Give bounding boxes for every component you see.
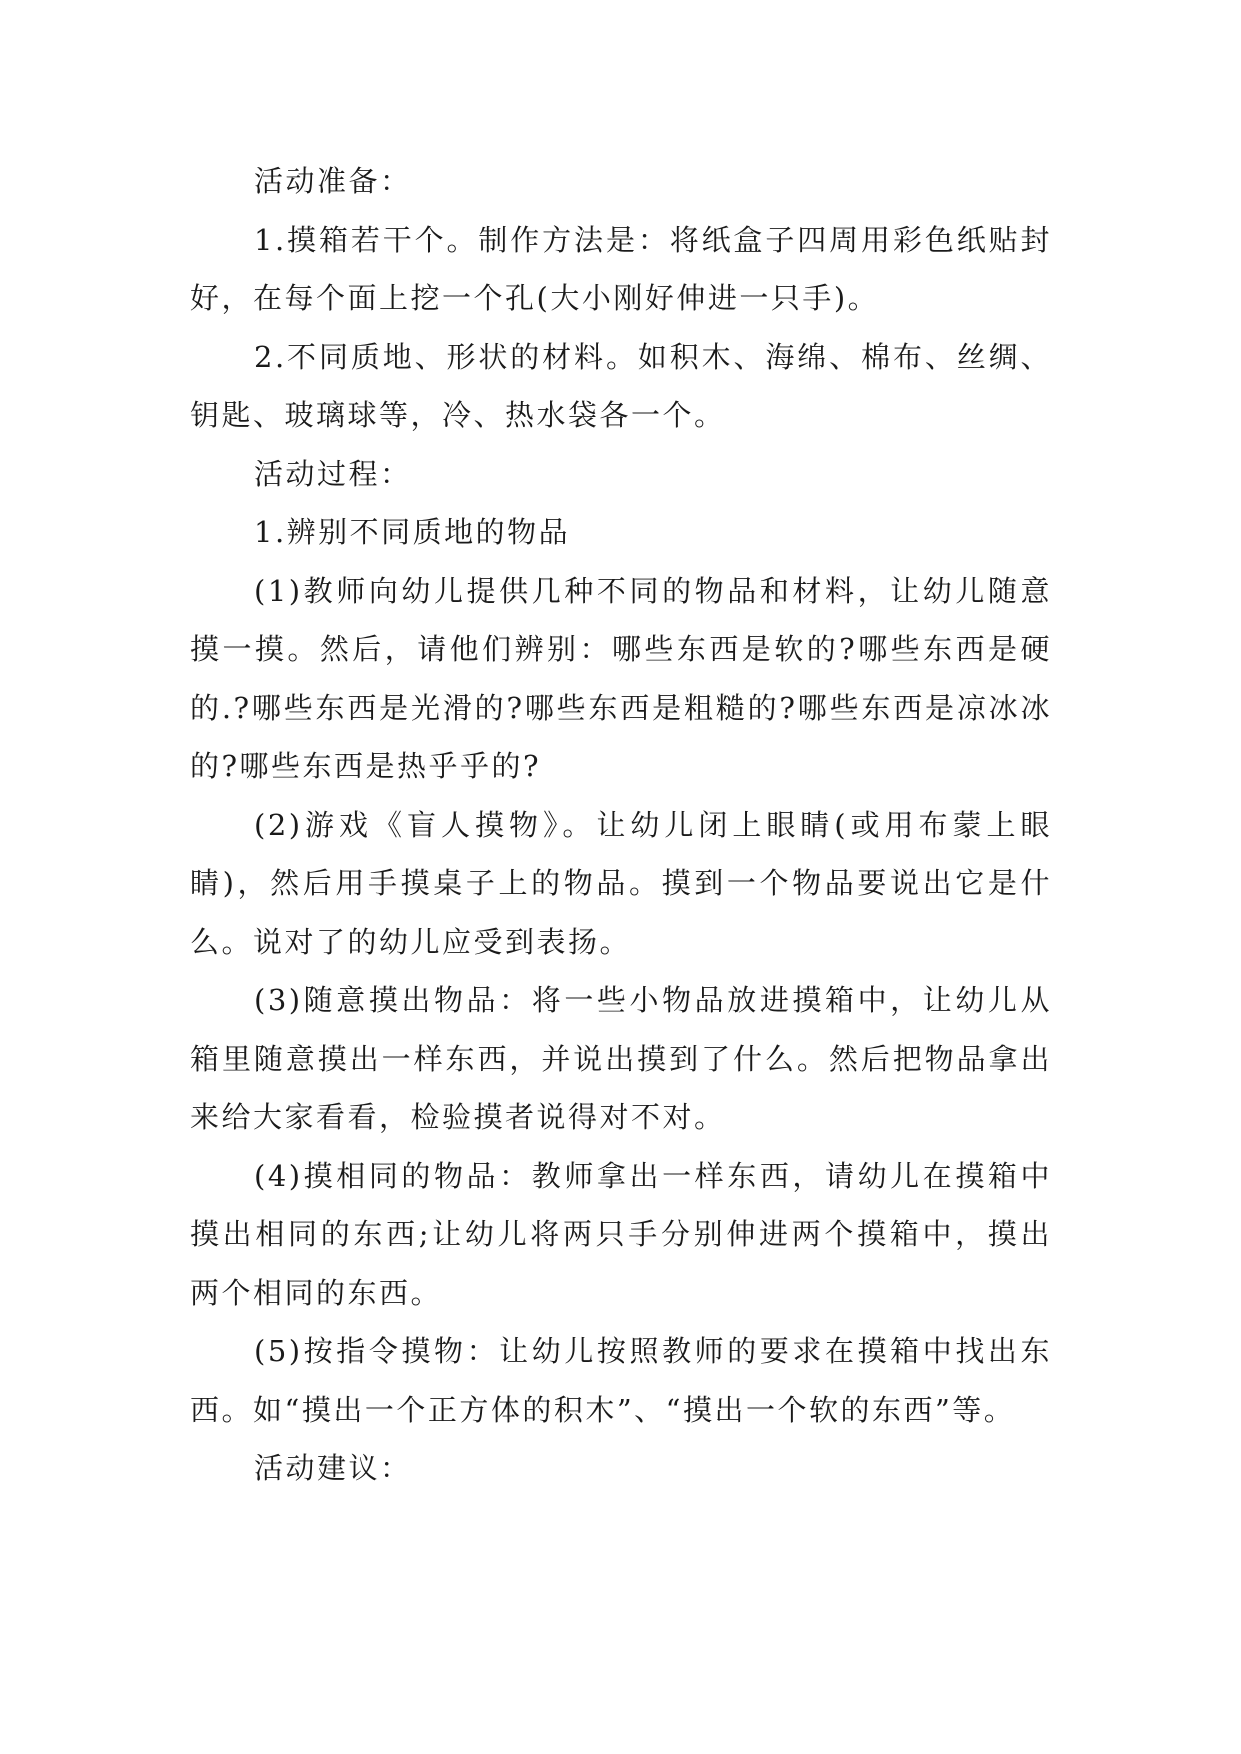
paragraph-process-substep-5: (5)按指令摸物：让幼儿按照教师的要求在摸箱中找出东西。如“摸出一个正方体的积木”、“摸出一个软的东西”等。	[190, 1334, 1052, 1427]
paragraph-preparation-item-1: 1.摸箱若干个。制作方法是：将纸盒子四周用彩色纸贴封好，在每个面上挖一个孔(大小刚好伸进一只手)。	[190, 222, 1052, 315]
paragraph-process-substep-4: (4)摸相同的物品：教师拿出一样东西，请幼儿在摸箱中摸出相同的东西;让幼儿将两只手分别伸进两个摸箱中，摸出两个相同的东西。	[190, 1158, 1052, 1310]
paragraph-process-substep-2: (2)游戏《盲人摸物》。让幼儿闭上眼睛(或用布蒙上眼睛)，然后用手摸桌子上的物品。摸到一个物品要说出它是什么。说对了的幼儿应受到表扬。	[190, 807, 1052, 959]
paragraph-process-substep-1: (1)教师向幼儿提供几种不同的物品和材料，让幼儿随意摸一摸。然后，请他们辨别：哪些东西是软的?哪些东西是硬的.?哪些东西是光滑的?哪些东西是粗糙的?哪些东西是凉冰冰的?哪些东西是热乎乎的?	[190, 573, 1052, 783]
paragraph-process-step-1: 1.辨别不同质地的物品	[254, 515, 571, 549]
paragraph-preparation-item-2: 2.不同质地、形状的材料。如积木、海绵、棉布、丝绸、钥匙、玻璃球等，冷、热水袋各一个。	[190, 339, 1052, 432]
document-body	[190, 152, 1052, 1498]
heading-activity-suggestions: 活动建议：	[254, 1451, 412, 1485]
paragraph-process-substep-3: (3)随意摸出物品：将一些小物品放进摸箱中，让幼儿从箱里随意摸出一样东西，并说出摸到了什么。然后把物品拿出来给大家看看，检验摸者说得对不对。	[190, 983, 1052, 1134]
heading-activity-process: 活动过程：	[254, 456, 412, 491]
heading-activity-preparation: 活动准备：	[254, 164, 412, 198]
